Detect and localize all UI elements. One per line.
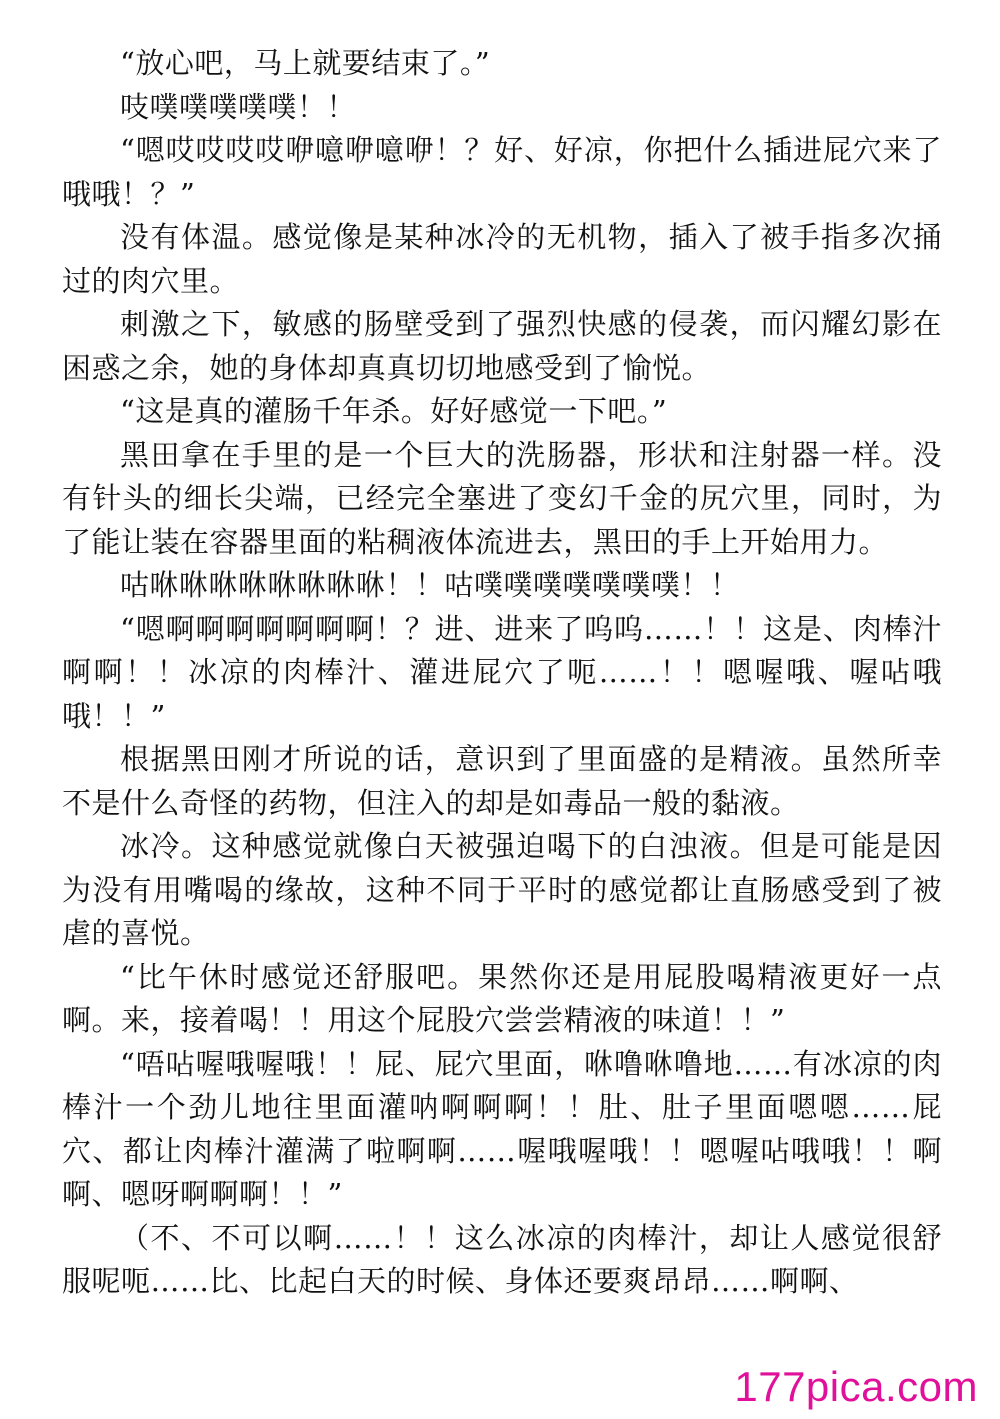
paragraph: 根据黑田刚才所说的话，意识到了里面盛的是精液。虽然所幸不是什么奇怪的药物，但注入的却是如毒品一般的黏液。 [62, 742, 942, 820]
paragraph: “这是真的灌肠千年杀。好好感觉一下吧。” [120, 394, 668, 428]
paragraph: （不、不可以啊……！！这么冰凉的肉棒汁，却让人感觉很舒服呢呃……比、比起白天的时候、身体还要爽昂昂……啊啊、 [62, 1220, 942, 1298]
paragraph: 吱噗噗噗噗噗！！ [120, 89, 357, 124]
paragraph: 黑田拿在手里的是一个巨大的洗肠器，形状和注射器一样。没有针头的细长尖端，已经完全塞进了变幻千金的尻穴里，同时，为了能让装在容器里面的粘稠液体流进去，黑田的手上开始用力。 [62, 437, 942, 559]
paragraph: 没有体温。感觉像是某种冰冷的无机物，插入了被手指多次捅过的肉穴里。 [62, 220, 942, 298]
paragraph: 咕咻咻咻咻咻咻咻咻！！咕噗噗噗噗噗噗噗！！ [120, 568, 740, 602]
text-body [62, 42, 942, 1304]
paragraph: “嗯哎哎哎哎咿噫咿噫咿！？好、好凉，你把什么插进屁穴来了哦哦！？” [62, 133, 942, 211]
paragraph: “放心吧，马上就要结束了。” [120, 46, 491, 80]
paragraph: “比午休时感觉还舒服吧。果然你还是用屁股喝精液更好一点啊。来，接着喝！！用这个屁股穴尝尝精液的味道！！” [62, 959, 942, 1037]
watermark-link[interactable]: 177pica.com [734, 1363, 978, 1410]
paragraph: 刺激之下，敏感的肠壁受到了强烈快感的侵袭，而闪耀幻影在困惑之余，她的身体却真真切切地感受到了愉悦。 [62, 307, 942, 385]
paragraph: “嗯啊啊啊啊啊啊啊！？进、进来了呜呜……！！这是、肉棒汁啊啊！！冰凉的肉棒汁、灌进屁穴了呃……！！嗯喔哦、喔呫哦哦！！” [62, 611, 942, 733]
paragraph: 冰冷。这种感觉就像白天被强迫喝下的白浊液。但是可能是因为没有用嘴喝的缘故，这种不同于平时的感觉都让直肠感受到了被虐的喜悦。 [62, 829, 942, 950]
paragraph: “唔呫喔哦喔哦！！屁、屁穴里面，咻噜咻噜地……有冰凉的肉棒汁一个劲儿地往里面灌呐啊啊啊！！肚、肚子里面嗯嗯……屁穴、都让肉棒汁灌满了啦啊啊……喔哦喔哦！！嗯喔呫哦哦！！啊啊、嗯呀啊啊啊！！” [62, 1046, 942, 1211]
